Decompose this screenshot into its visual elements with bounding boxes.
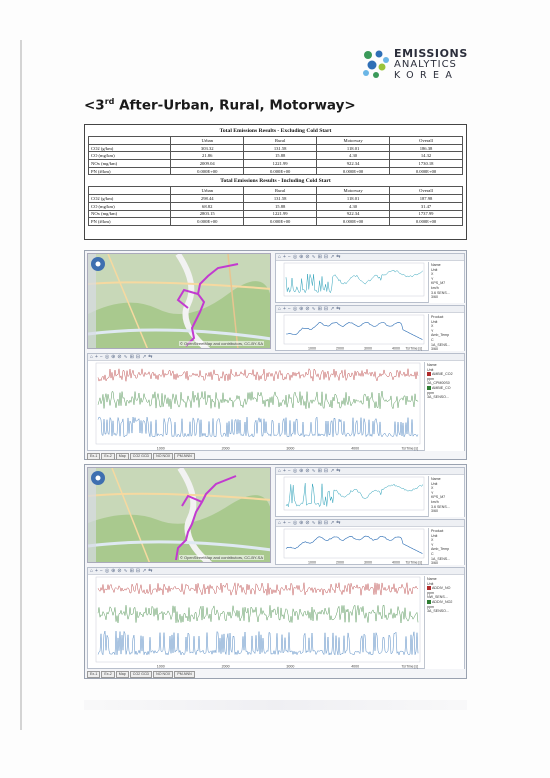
map-pan-control-icon[interactable] <box>90 470 106 486</box>
table-row <box>89 195 463 203</box>
worksheet-tab[interactable]: Ex-2 <box>101 671 114 678</box>
x-tick-label: 3000 <box>286 664 295 669</box>
emissions-results-block <box>84 124 467 240</box>
emissions-analytics-logo <box>360 46 480 84</box>
x-tick-label: 3000 <box>364 346 372 351</box>
table-cell: 21.86 <box>171 152 244 160</box>
table-cell: NOx (mg/km) <box>89 160 171 168</box>
worksheet-tab[interactable]: CO2 GCD <box>130 453 152 460</box>
table-header-row <box>89 137 463 145</box>
worksheet-tab[interactable]: Map <box>116 453 129 460</box>
chart-toolbar[interactable]: ⌂ + − ◎ ⊕ ⊘ ∿ ⊞ ⊟ ↗ ⇆ <box>276 468 464 475</box>
table-cell: 131.58 <box>244 195 317 203</box>
chart-toolbar[interactable]: ⌂ + − ◎ ⊕ ⊘ ∿ ⊞ ⊟ ↗ ⇆ <box>88 568 464 575</box>
map-canvas <box>88 468 271 563</box>
plot-frame <box>284 477 424 510</box>
table-including-cold-start <box>88 186 463 225</box>
table-cell: 298.44 <box>171 195 244 203</box>
emissions-series-plot <box>88 576 422 669</box>
worksheet-tab[interactable]: Ex-2 <box>101 453 114 460</box>
title-ordinal-suffix: rd <box>104 97 115 106</box>
x-tick-label: 1000 <box>308 346 316 351</box>
map-attribution: © OpenStreetMap and contributors, CC-BY-SA <box>179 341 263 346</box>
table-excl-title: Total Emissions Results - Excluding Cold Start <box>219 128 332 134</box>
x-tick-label: 3000 <box>286 446 295 451</box>
map-attribution: © OpenStreetMap and contributors, CC-BY-SA <box>179 555 263 560</box>
speed-chart-pane <box>275 467 465 517</box>
x-tick-label: 4000 <box>351 664 360 669</box>
title-rest: After-Urban, Rural, Motorway> <box>114 97 356 114</box>
table-cell: 118.01 <box>317 144 390 152</box>
table-cell: 0.000E+00 <box>171 218 244 226</box>
table-cell: 186.38 <box>390 144 463 152</box>
table-cell: 0.000E+00 <box>390 218 463 226</box>
table-row <box>89 167 463 175</box>
speed-chart-pane <box>275 253 465 303</box>
table-header-cell <box>89 137 171 145</box>
x-tick-label: 2000 <box>221 446 230 451</box>
worksheet-tab[interactable]: Ex-1 <box>87 453 100 460</box>
chart-legend: Name Unit ADDIV_NO ppm NW_SENS... ADDIV_NO2 ppm 3A_SENSO... <box>424 576 464 669</box>
analysis-screenshot-1 <box>84 250 467 460</box>
table-cell: 131.58 <box>244 144 317 152</box>
table-cell: 1730.18 <box>390 160 463 168</box>
worksheet-tab[interactable]: PM-NNN <box>174 671 194 678</box>
table-cell: 187.98 <box>390 195 463 203</box>
worksheet-tab[interactable]: NO NOX <box>153 671 173 678</box>
table-cell: PN (#/km) <box>89 167 171 175</box>
x-axis-label: TsrTime [s] <box>405 346 422 351</box>
worksheet-tab[interactable]: PM-NNN <box>174 453 194 460</box>
table-header-cell: Overall <box>390 187 463 195</box>
table-header-cell: Rural <box>244 137 317 145</box>
table-cell: 0.000E+00 <box>244 167 317 175</box>
table-header-cell: Overall <box>390 137 463 145</box>
logo-line-2: ANALYTICS <box>394 59 457 70</box>
page-binding-edge <box>20 40 22 730</box>
table-cell: CO (mg/km) <box>89 152 171 160</box>
worksheet-tabs[interactable] <box>87 671 196 677</box>
table-cell: 922.34 <box>317 210 390 218</box>
temperature-series-plot <box>276 314 426 351</box>
chart-legend: Product Unit X Y Amb_Temp C 1A_SENS... 3/60 <box>428 528 464 565</box>
speed-series-plot <box>276 262 426 303</box>
temperature-chart-pane <box>275 519 465 565</box>
table-header-cell <box>89 187 171 195</box>
x-tick-label: 2000 <box>336 346 344 351</box>
blurred-footer-text <box>84 700 467 710</box>
x-tick-label: 2000 <box>336 560 344 565</box>
emissions-timeseries-pane <box>87 567 465 669</box>
speed-series-plot <box>276 476 426 517</box>
table-cell: 68.82 <box>171 202 244 210</box>
logo-dots-icon <box>360 48 392 80</box>
table-header-cell: Urban <box>171 187 244 195</box>
table-cell: 1221.99 <box>244 210 317 218</box>
chart-toolbar[interactable]: ⌂ + − ◎ ⊕ ⊘ ∿ ⊞ ⊟ ↗ ⇆ <box>88 354 464 361</box>
worksheet-tab[interactable]: NO NOX <box>153 453 173 460</box>
table-cell: 303.32 <box>171 144 244 152</box>
chart-toolbar[interactable]: ⌂ + − ◎ ⊕ ⊘ ∿ ⊞ ⊟ ↗ ⇆ <box>276 306 464 313</box>
x-axis-label: TsrTime [s] <box>401 664 418 669</box>
chart-toolbar[interactable]: ⌂ + − ◎ ⊕ ⊘ ∿ ⊞ ⊟ ↗ ⇆ <box>276 254 464 261</box>
table-row <box>89 218 463 226</box>
table-cell: 0.000E+00 <box>244 218 317 226</box>
table-cell: 0.000E+00 <box>317 167 390 175</box>
table-cell: CO2 (g/km) <box>89 195 171 203</box>
x-tick-label: 4000 <box>392 560 400 565</box>
title-prefix: <3 <box>84 97 105 114</box>
table-cell: 0.000E+00 <box>390 167 463 175</box>
table-header-cell: Rural <box>244 187 317 195</box>
worksheet-tab[interactable]: Ex-1 <box>87 671 100 678</box>
table-cell: 0.000E+00 <box>317 218 390 226</box>
table-header-cell: Urban <box>171 137 244 145</box>
x-axis-label: TsrTime [s] <box>405 560 422 565</box>
x-tick-label: 4000 <box>392 346 400 351</box>
table-cell: 922.34 <box>317 160 390 168</box>
chart-legend: Name Unit AMBIE_CO2 ppm 3A_CPM00S0 AMBIE_CO ppm 3A_SENSO... <box>424 362 464 451</box>
table-cell: 2009.04 <box>171 160 244 168</box>
table-cell: 15.88 <box>244 202 317 210</box>
x-tick-label: 1000 <box>156 446 165 451</box>
table-cell: 14.32 <box>390 152 463 160</box>
table-incl-title: Total Emissions Results - Including Cold Start <box>220 178 331 185</box>
table-cell: 31.47 <box>390 202 463 210</box>
table-cell: PN (#/km) <box>89 218 171 226</box>
chart-legend: Name Unit X Y KPS_M7 km/h 3.6 SENS... 3/60 <box>428 476 464 517</box>
route-map[interactable] <box>87 467 271 563</box>
route-map[interactable] <box>87 253 271 349</box>
emissions-timeseries-pane <box>87 353 465 451</box>
x-axis-label: TsrTime [s] <box>401 446 418 451</box>
map-canvas <box>88 254 271 349</box>
x-tick-label: 2000 <box>221 664 230 669</box>
logo-wordmark <box>394 48 468 81</box>
chart-toolbar[interactable]: ⌂ + − ◎ ⊕ ⊘ ∿ ⊞ ⊟ ↗ ⇆ <box>276 520 464 527</box>
table-cell: NOx (mg/km) <box>89 210 171 218</box>
x-tick-label: 1000 <box>156 664 165 669</box>
worksheet-tab[interactable]: CO2 GCD <box>130 671 152 678</box>
table-row <box>89 210 463 218</box>
table-cell: 15.88 <box>244 152 317 160</box>
emissions-series-plot <box>88 362 422 451</box>
worksheet-tab[interactable]: Map <box>116 671 129 678</box>
table-header-row <box>89 187 463 195</box>
x-tick-label: 4000 <box>351 446 360 451</box>
temperature-chart-pane <box>275 305 465 351</box>
table-cell: 2803.15 <box>171 210 244 218</box>
temperature-series-plot <box>276 528 426 565</box>
analysis-screenshot-2 <box>84 464 467 679</box>
table-cell: 1737.99 <box>390 210 463 218</box>
chart-legend: Name Unit X Y KPS_M7 km/h 3.6 SENS... 3/60 <box>428 262 464 303</box>
table-cell: 4.30 <box>317 152 390 160</box>
table-row <box>89 144 463 152</box>
table-header-cell: Motorway <box>317 137 390 145</box>
table-cell: 4.30 <box>317 202 390 210</box>
table-cell: 0.000E+00 <box>171 167 244 175</box>
table-row <box>89 202 463 210</box>
x-tick-label: 3000 <box>364 560 372 565</box>
logo-line-1: EMISSIONS <box>394 47 468 60</box>
table-excluding-cold-start <box>88 136 463 175</box>
section-title <box>84 97 356 114</box>
logo-line-3: KOREA <box>394 70 459 81</box>
table-row <box>89 160 463 168</box>
table-header-cell: Motorway <box>317 187 390 195</box>
table-cell: 118.01 <box>317 195 390 203</box>
table-row <box>89 152 463 160</box>
table-cell: 1221.99 <box>244 160 317 168</box>
chart-legend: Product Unit X Y Amb_Temp C 1A_SENS... 3/60 <box>428 314 464 351</box>
x-tick-label: 1000 <box>308 560 316 565</box>
map-pan-control-icon[interactable] <box>90 256 106 272</box>
plot-frame <box>284 263 424 296</box>
table-cell: CO (mg/km) <box>89 202 171 210</box>
worksheet-tabs[interactable] <box>87 453 196 459</box>
table-cell: CO2 (g/km) <box>89 144 171 152</box>
